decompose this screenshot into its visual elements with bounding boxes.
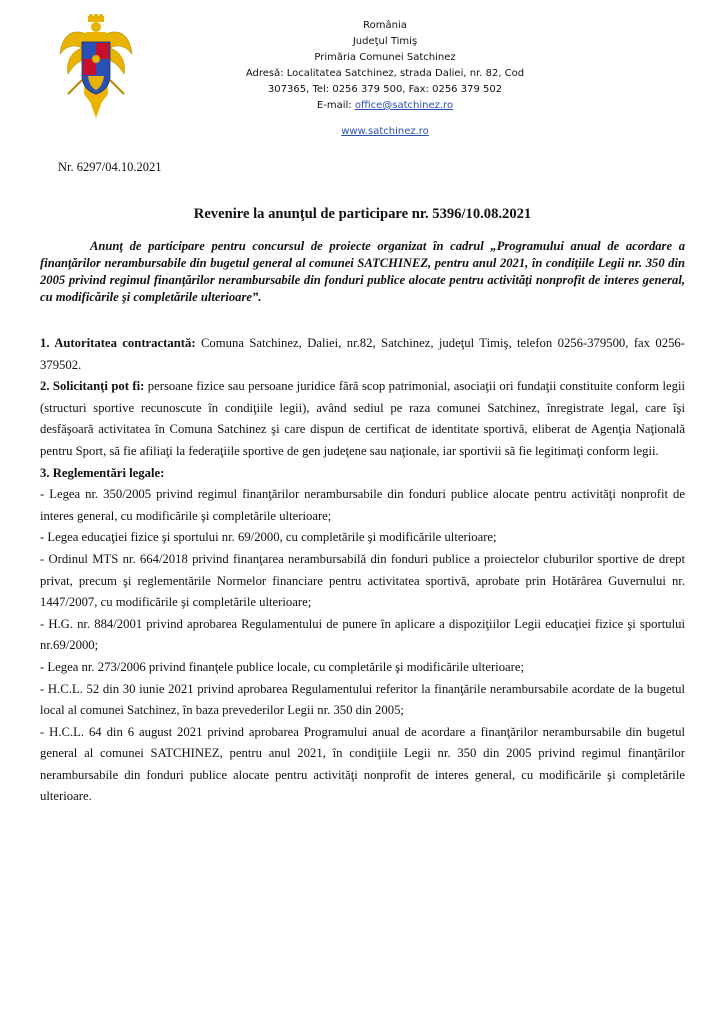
institution-header — [230, 18, 540, 140]
coat-of-arms-icon — [58, 14, 134, 124]
section-heading: 2. Solicitanţi pot fi: — [40, 379, 145, 394]
regulation-item: - Legea educaţiei fizice şi sportului nr. 69/2000, cu completările şi modificările ulterioare; — [40, 530, 497, 545]
section-text: persoane fizice sau persoane juridice fără scop patrimonial, asociaţii ori fundaţii constituite conform legii (structuri sportive recunoscute în condiţiile legii), având sediul pe raza comunei Satchinez, înregistrate legal, care îşi desfăşoară activitatea în Comuna Satchinez şi care dispun de certificat de identitate sportivă, eliberat de Agenţia Naţională pentru Sport, să fie afiliaţi la federaţiile sportive de gen judeţene sau naţionale, iar sportivii să fie legitimaţi conform legii. — [40, 379, 685, 458]
regulation-item: - H.G. nr. 884/2001 privind aprobarea Regulamentului de punere în aplicare a dispoziţiilor Legii educaţiei fizice şi sportului nr.69/2000; — [40, 616, 685, 653]
header-institution: Primăria Comunei Satchinez — [314, 52, 456, 63]
header-address-line1: Adresă: Localitatea Satchinez, strada Daliei, nr. 82, Cod — [245, 68, 525, 79]
header-address-line2: 307365, Tel: 0256 379 500, Fax: 0256 379 502 — [267, 84, 503, 95]
regulation-item: - Legea nr. 350/2005 privind regimul finanţărilor nerambursabile din fonduri publice alocate pentru activităţi nonprofit de interes general, cu modificările şi completările ulterioare; — [40, 487, 685, 523]
section-applicants — [40, 376, 685, 462]
section-heading: 3. Reglementări legale: — [40, 465, 165, 480]
intro-paragraph: Anunţ de participare pentru concursul de proiecte organizat în cadrul „Programului anual de acordare a finanţărilor nerambursabile din bugetul general al comunei SATCHINEZ, pentru anul 2021, în condiţiile Legii nr. 350 din 2005 privind regimul finanţărilor nerambursabile din fonduri publice alocate pentru activităţi nonprofit de interes general, cu modificările şi completările ulterioare”. — [40, 239, 685, 304]
header-website-line — [230, 124, 540, 140]
regulation-item: - H.C.L. 52 din 30 iunie 2021 privind aprobarea Regulamentului referitor la finanţările nerambursabile acordate de la bugetul local al comunei Satchinez, în baza prevederilor Legii nr. 350 din 2005; — [40, 681, 685, 718]
email-label: E-mail: — [316, 100, 355, 111]
regulation-item: - Legea nr. 273/2006 privind finanţele publice locale, cu completările şi modificările ulterioare; — [40, 659, 525, 674]
header-country: România — [363, 20, 407, 31]
header-county: Judeţul Timiş — [352, 36, 418, 47]
header-email-line — [230, 98, 540, 114]
website-link[interactable]: www.satchinez.ro — [341, 126, 429, 137]
document-title: Revenire la anunţul de participare nr. 5396/10.08.2021 — [193, 206, 532, 222]
email-link[interactable]: office@satchinez.ro — [354, 100, 454, 111]
regulation-item: - Ordinul MTS nr. 664/2018 privind finanţarea nerambursabilă din fonduri publice a proiectelor cluburilor sportive de drept privat, precum şi reglementările Normelor financiare pentru activitatea sportivă, aprobate prin Hotărârea Guvernului nr. 1447/2007, cu modificările şi completările ulterioare; — [40, 551, 685, 610]
regulation-item: - H.C.L. 64 din 6 august 2021 privind aprobarea Programului anual de acordare a finanţărilor nerambursabile din bugetul general al comunei SATCHINEZ, pentru anul 2021, în condiţiile Legii nr. 350 din 2005 privind regimul finanţărilor nerambursabile din fonduri publice alocate pentru activităţi nonprofit de interes general, cu modificările şi completările ulterioare. — [40, 724, 685, 804]
section-regulations — [40, 463, 685, 485]
section-heading: 1. Autoritatea contractantă: — [40, 336, 196, 350]
document-number: Nr. 6297/04.10.2021 — [58, 160, 162, 174]
section-text: Comuna Satchinez, Daliei, nr.82, Satchinez, judeţul Timiş, telefon 0256-379500, fax 0256-379502. — [40, 336, 686, 372]
document-body — [40, 333, 685, 808]
section-contracting-authority — [40, 333, 685, 376]
